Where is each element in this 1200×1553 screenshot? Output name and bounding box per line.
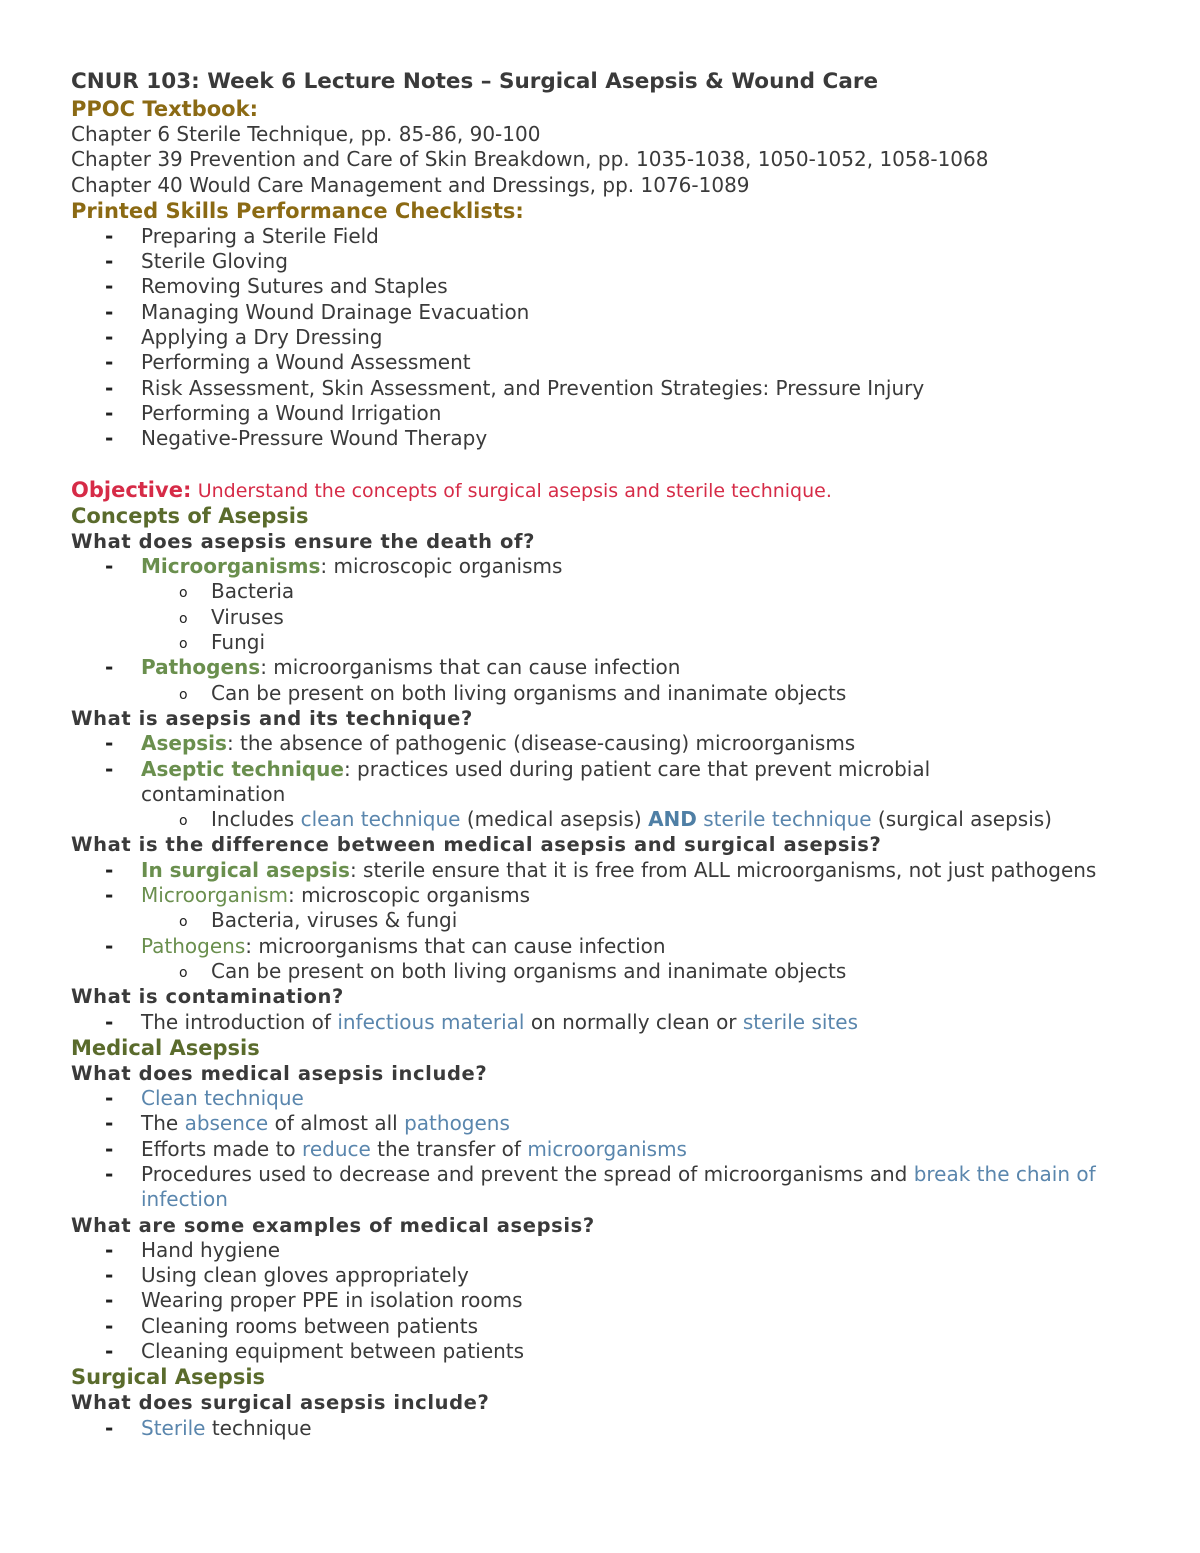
term: Asepsis — [141, 731, 227, 756]
chapter-line: Chapter 6 Sterile Technique, pp. 85-86, 90-100 — [71, 122, 541, 146]
list-item — [71, 934, 1151, 959]
checklists-heading: Printed Skills Performance Checklists: — [71, 198, 524, 223]
text: of almost all — [268, 1111, 405, 1136]
definition: : microscopic organisms — [288, 883, 531, 908]
question: What are some examples of medical asepsis? — [71, 1213, 595, 1237]
definition: : microorganisms that can cause infection — [245, 933, 666, 958]
checklist-item: - Managing Wound Drainage Evacuation — [71, 300, 1151, 325]
list-item: - Using clean gloves appropriately — [71, 1263, 1151, 1288]
sub-item: o Can be present on both living organisms and inanimate objects — [71, 681, 1151, 706]
surgical-asepsis-text: (surgical asepsis) — [871, 807, 1052, 832]
definition: : the absence of pathogenic (disease-causing) microorganisms — [226, 731, 856, 756]
term: In surgical asepsis — [141, 857, 350, 882]
checklist-item: - Risk Assessment, Skin Assessment, and Prevention Strategies: Pressure Injury — [71, 376, 1151, 401]
sterile-technique: sterile technique — [703, 807, 872, 832]
document-title: CNUR 103: Week 6 Lecture Notes – Surgical Asepsis & Wound Care — [71, 69, 879, 94]
highlight: sterile sites — [742, 1009, 858, 1034]
definition: : microorganisms that can cause infection — [260, 655, 681, 680]
text: The — [141, 1111, 185, 1136]
list-item — [71, 883, 1151, 908]
list-item — [71, 731, 1151, 756]
highlight: reduce — [302, 1136, 371, 1161]
objective-line — [71, 478, 1151, 503]
text: technique — [205, 1415, 312, 1440]
concepts-heading: Concepts of Asepsis — [71, 503, 309, 528]
question: What is the difference between medical asepsis and surgical asepsis? — [71, 833, 882, 857]
list-item — [71, 1162, 1151, 1213]
checklist-item: - Performing a Wound Irrigation — [71, 401, 1151, 426]
text: on normally clean or — [524, 1009, 743, 1034]
sub-item: o Viruses — [71, 605, 1151, 630]
medical-asepsis-text: (medical asepsis) — [460, 807, 649, 832]
medical-heading: Medical Asepsis — [71, 1035, 260, 1060]
highlight: infectious material — [337, 1009, 525, 1034]
surgical-heading: Surgical Asepsis — [71, 1365, 266, 1390]
question: What does medical asepsis include? — [71, 1061, 488, 1085]
spacer — [71, 452, 1151, 478]
text: the transfer of — [370, 1136, 528, 1161]
document-page — [71, 68, 1151, 1441]
sub-item: o Bacteria — [71, 579, 1151, 604]
list-item — [71, 858, 1141, 883]
term: Pathogens — [141, 933, 246, 958]
sub-item: o Bacteria, viruses & fungi — [71, 908, 1151, 933]
checklist-item: - Removing Sutures and Staples — [71, 274, 1151, 299]
text: Efforts made to — [141, 1136, 303, 1161]
list-item — [71, 1111, 1151, 1136]
question: What does asepsis ensure the death of? — [71, 529, 536, 553]
list-item: - Cleaning equipment between patients — [71, 1339, 1151, 1364]
text: The introduction of — [141, 1009, 338, 1034]
highlight: absence — [184, 1111, 269, 1136]
list-item — [71, 1010, 1151, 1035]
question: What is contamination? — [71, 985, 344, 1009]
checklist-item: - Performing a Wound Assessment — [71, 350, 1151, 375]
text: Procedures used to decrease and prevent the spread of microorganisms and — [141, 1161, 914, 1186]
checklist-item: - Sterile Gloving — [71, 249, 1151, 274]
sub-item — [71, 807, 1151, 832]
definition: : microscopic organisms — [320, 554, 563, 579]
chapter-line: Chapter 39 Prevention and Care of Skin Breakdown, pp. 1035-1038, 1050-1052, 1058-1068 — [71, 147, 989, 172]
list-item — [71, 554, 1151, 579]
list-item — [71, 655, 1151, 680]
sub-item: o Can be present on both living organisms and inanimate objects — [71, 959, 1151, 984]
highlight: Sterile — [141, 1415, 206, 1440]
checklist-item: - Negative-Pressure Wound Therapy — [71, 426, 1151, 451]
objective-text: Understand the concepts of surgical asepsis and sterile technique. — [197, 479, 832, 502]
term: Pathogens — [141, 655, 261, 680]
list-item: - Hand hygiene — [71, 1238, 1151, 1263]
and-text: AND — [648, 807, 697, 832]
list-item: - Clean technique — [71, 1086, 1151, 1111]
sub-item: o Fungi — [71, 630, 1151, 655]
checklist-item: - Applying a Dry Dressing — [71, 325, 1151, 350]
term: Aseptic technique — [141, 756, 344, 781]
question: What does surgical asepsis include? — [71, 1391, 490, 1415]
list-item: - Wearing proper PPE in isolation rooms — [71, 1288, 1151, 1313]
highlight: break the chain of infection — [141, 1161, 1096, 1212]
term: Microorganism — [141, 883, 289, 908]
objective-label: Objective: — [71, 477, 192, 502]
checklist-item: - Preparing a Sterile Field — [71, 224, 1151, 249]
clean-technique: clean technique — [300, 807, 461, 832]
definition: : sterile ensure that it is free from ALL microorganisms, not just pathogens — [349, 857, 1097, 882]
highlight: microorganisms — [527, 1136, 687, 1161]
list-item: - Cleaning rooms between patients — [71, 1314, 1151, 1339]
highlight: pathogens — [404, 1111, 510, 1136]
includes-text: Includes — [211, 807, 301, 832]
question: What is asepsis and its technique? — [71, 706, 473, 730]
list-item — [71, 1137, 1151, 1162]
term: Microorganisms — [141, 554, 321, 579]
list-item — [71, 757, 1061, 808]
definition: : practices used during patient care that prevent microbial contamination — [141, 756, 931, 806]
chapter-line: Chapter 40 Would Care Management and Dressings, pp. 1076-1089 — [71, 172, 750, 197]
ppoc-heading: PPOC Textbook: — [71, 97, 258, 121]
list-item — [71, 1416, 1151, 1441]
